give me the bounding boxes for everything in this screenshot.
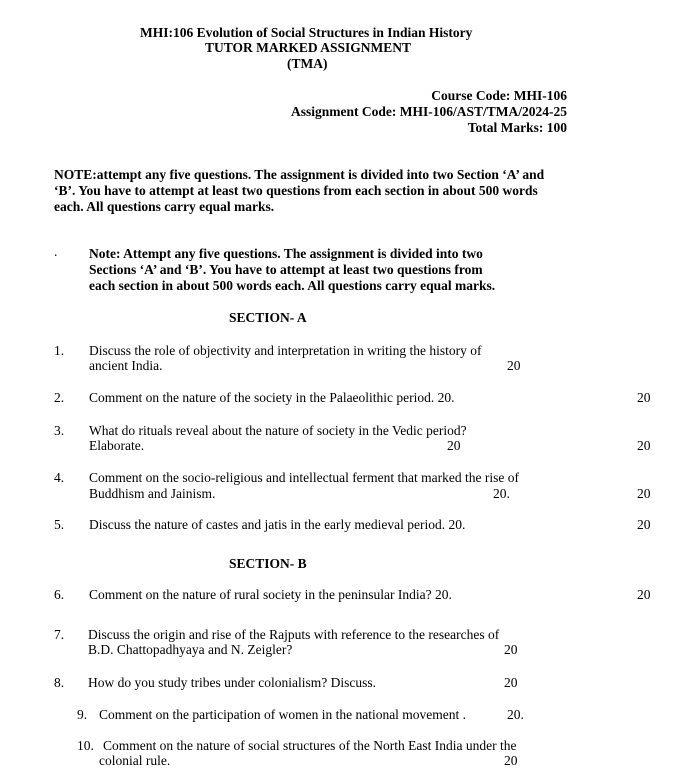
question-number: 6. bbox=[54, 587, 65, 602]
note-line-1: NOTE:attempt any five questions. The assignment is divided into two Section ‘A’ and bbox=[54, 167, 545, 182]
question-number: 7. bbox=[54, 627, 65, 642]
note-line-3: each. All questions carry equal marks. bbox=[54, 199, 275, 214]
question-margin-mark: 20 bbox=[637, 517, 651, 532]
question-text-cont: Buddhism and Jainism. bbox=[89, 486, 216, 501]
question-margin-mark: 20 bbox=[637, 587, 651, 602]
question-margin-mark: 20 bbox=[637, 486, 651, 501]
section-b-heading: SECTION- B bbox=[229, 556, 307, 571]
question-mark: 20 bbox=[507, 358, 521, 373]
question-mark: 20 bbox=[504, 675, 518, 690]
document-abbr: (TMA) bbox=[287, 56, 328, 71]
document-title: MHI:106 Evolution of Social Structures in Indian History bbox=[140, 25, 473, 40]
course-code: Course Code: MHI-106 bbox=[431, 88, 567, 103]
question-text: Comment on the nature of social structures of the North East India under the bbox=[103, 738, 517, 753]
question-text-cont: colonial rule. bbox=[99, 753, 171, 768]
total-marks: Total Marks: 100 bbox=[467, 120, 567, 135]
question-mark: 20 bbox=[447, 438, 461, 453]
question-text-cont: ancient India. bbox=[89, 358, 163, 373]
question-text: Discuss the origin and rise of the Rajputs with reference to the researches of bbox=[88, 627, 500, 642]
question-number: 4. bbox=[54, 470, 65, 485]
question-number: 8. bbox=[54, 675, 65, 690]
assignment-code: Assignment Code: MHI-106/AST/TMA/2024-25 bbox=[291, 104, 567, 119]
question-text: Comment on the nature of the society in the Palaeolithic period. 20. bbox=[89, 390, 455, 405]
question-text: Comment on the socio-religious and intellectual ferment that marked the rise of bbox=[89, 470, 519, 485]
question-number: 3. bbox=[54, 423, 65, 438]
note2-line-1: Note: Attempt any five questions. The assignment is divided into two bbox=[89, 246, 483, 261]
question-text: What do rituals reveal about the nature of society in the Vedic period? bbox=[89, 423, 467, 438]
note-line-2: ‘B’. You have to attempt at least two questions from each section in about 500 words bbox=[54, 183, 538, 198]
question-mark: 20. bbox=[493, 486, 510, 501]
question-number: 9. bbox=[77, 707, 88, 722]
question-text: Discuss the role of objectivity and interpretation in writing the history of bbox=[89, 343, 482, 358]
question-margin-mark: 20 bbox=[637, 438, 651, 453]
document-subtitle: TUTOR MARKED ASSIGNMENT bbox=[205, 40, 412, 55]
question-mark: 20 bbox=[504, 753, 518, 768]
question-text-cont: B.D. Chattopadhyaya and N. Zeigler? bbox=[88, 642, 293, 657]
question-number: 10. bbox=[77, 738, 94, 753]
question-text-cont: Elaborate. bbox=[89, 438, 145, 453]
question-number: 5. bbox=[54, 517, 65, 532]
section-a-heading: SECTION- A bbox=[229, 310, 307, 325]
question-margin-mark: 20 bbox=[637, 390, 651, 405]
question-text: Discuss the nature of castes and jatis in the early medieval period. 20. bbox=[89, 517, 466, 532]
question-text: How do you study tribes under colonialism? Discuss. bbox=[88, 675, 376, 690]
question-mark: 20 bbox=[504, 642, 518, 657]
question-number: 2. bbox=[54, 390, 65, 405]
note-bullet: . bbox=[54, 244, 58, 259]
note2-line-2: Sections ‘A’ and ‘B’. You have to attempt at least two questions from bbox=[89, 262, 483, 277]
question-mark: 20. bbox=[507, 707, 524, 722]
question-number: 1. bbox=[54, 343, 65, 358]
question-text: Comment on the participation of women in the national movement . bbox=[99, 707, 467, 722]
question-text: Comment on the nature of rural society in the peninsular India? 20. bbox=[89, 587, 452, 602]
note2-line-3: each section in about 500 words each. All questions carry equal marks. bbox=[89, 278, 496, 293]
